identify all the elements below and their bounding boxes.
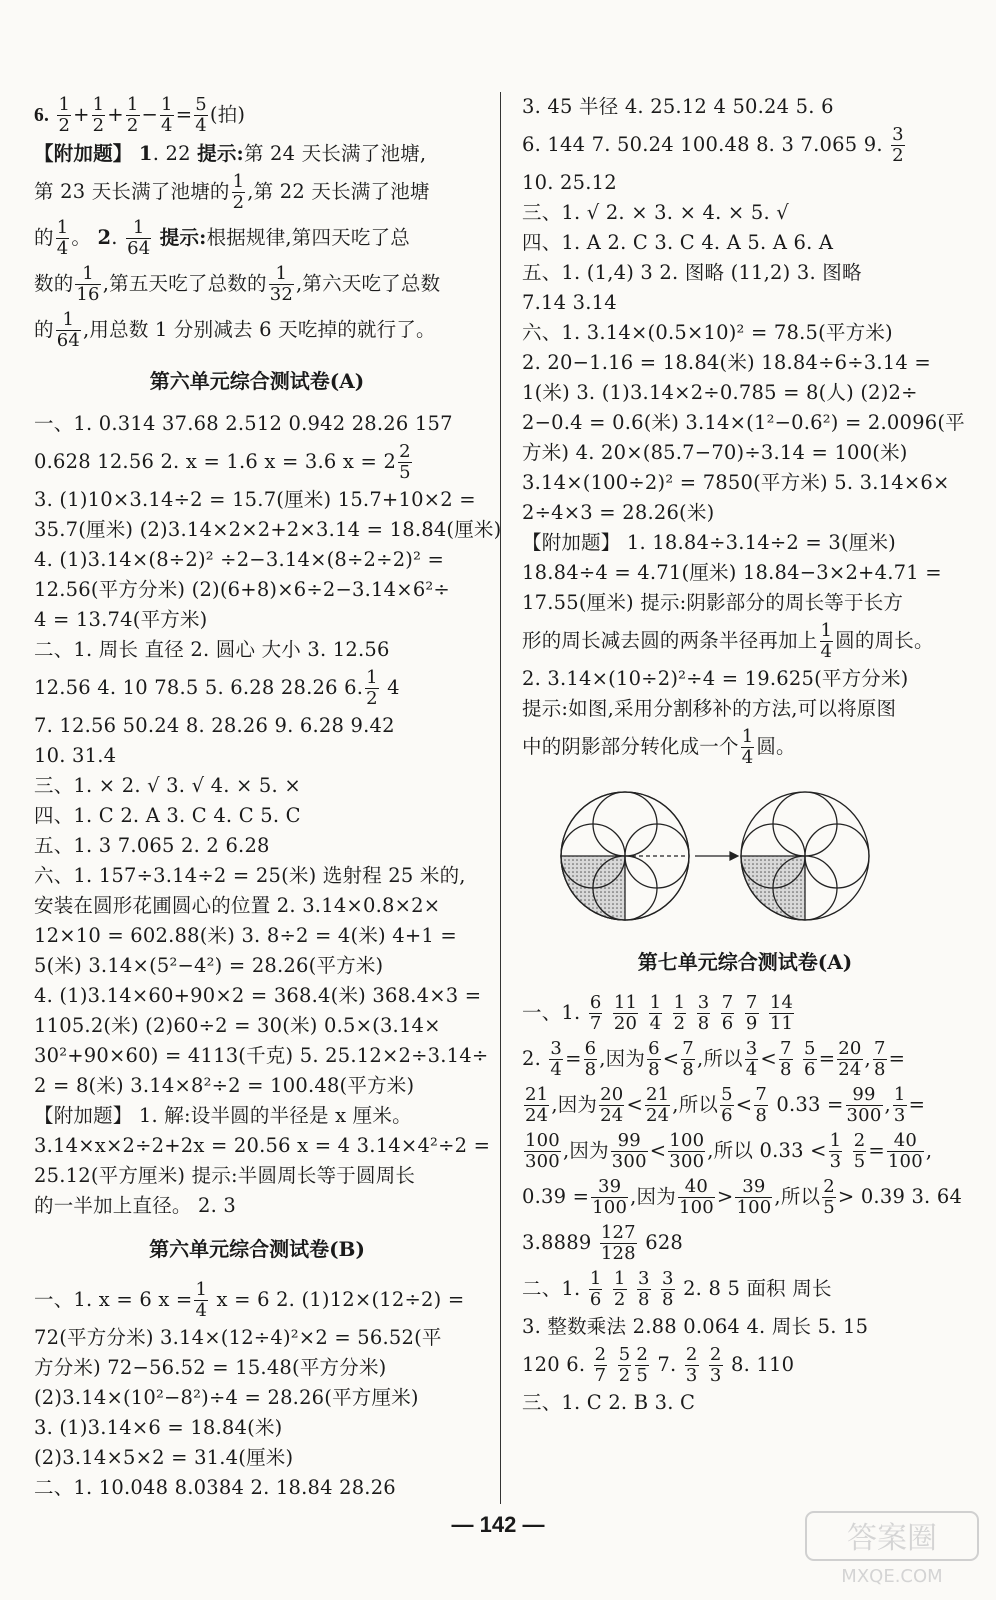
text-line: 4. (1)3.14×60+90×2 = 368.4(米) 368.4×3 =	[34, 984, 482, 1007]
text-line: 形的周长减去圆的两条半径再加上 $\frac{1}{4}$ 圆的周长。	[522, 620, 934, 662]
text-line: 7. 12.56 50.24 8. 28.26 9. 6.28 9.42	[34, 714, 395, 737]
fraction: $\frac{2}{3}$	[709, 1344, 722, 1386]
fraction: $\frac{100}{300}$	[525, 1130, 560, 1172]
fraction: $\frac{21}{24}$	[525, 1084, 549, 1126]
fraction: $\frac{1}{6}$	[589, 1268, 602, 1310]
text-line: 三、1. C 2. B 3. C	[522, 1391, 696, 1414]
fraction: $\frac{40}{100}$	[887, 1130, 923, 1172]
fraction: $\frac{5}{6}$	[804, 1038, 816, 1080]
text-line: 3.8889 $\frac{127}{128}$ 628	[522, 1222, 684, 1264]
text-line: 6. 144 7. 50.24 100.48 8. 3 7.065 9. $\frac{3}{2}$	[522, 124, 904, 166]
text-line: 2. 20−1.16 = 18.84(米) 18.84÷6÷3.14 =	[522, 351, 931, 374]
text-line: 7.14 3.14	[522, 291, 617, 314]
fraction: $\frac{1}{4}$	[820, 620, 833, 662]
fraction: $\frac{1}{4}$	[741, 726, 754, 768]
text-line: 安装在圆形花圃圆心的位置 2. 3.14×0.8×2×	[34, 894, 441, 917]
text-line: 的 $\frac{1}{64}$ ,用总数 1 分别减去 6 天吃掉的就行了。	[34, 309, 436, 351]
fraction: $\frac{1}{4}$	[649, 992, 662, 1034]
fraction: $\frac{20}{24}$	[600, 1084, 624, 1126]
fraction: $\frac{6}{7}$	[589, 992, 602, 1034]
fraction: $\frac{21}{24}$	[645, 1084, 670, 1126]
fraction: $\frac{1}{3}$	[893, 1084, 906, 1126]
fraction: $\frac{5}{2}$	[618, 1344, 631, 1386]
fraction: $\frac{3}{4}$	[550, 1038, 563, 1080]
fraction: $\frac{5}{6}$	[721, 1084, 733, 1126]
circle-diagram	[555, 786, 935, 926]
text-line: 二、1. 10.048 8.0384 2. 18.84 28.26	[34, 1476, 396, 1499]
text-line: 12×10 = 602.88(米) 3. 8÷2 = 4(米) 4+1 =	[34, 924, 457, 947]
text-line: 三、1. × 2. √ 3. √ 4. × 5. ×	[34, 774, 301, 797]
text-line: 中的阴影部分转化成一个 $\frac{1}{4}$ 圆。	[522, 726, 796, 768]
text-line: 一、1. $\frac{6}{7}$ $\frac{11}{20}$ $\frac{1}{4}$ $\frac{1}{2}$ $\frac{3}{8}$ $\frac{7}{6}$ $\frac{7}{9}$ $\frac{14}{11}$	[522, 992, 794, 1034]
fraction: $\frac{7}{8}$	[873, 1038, 886, 1080]
page-number: — 142 —	[451, 1512, 545, 1537]
fraction: $\frac{14}{11}$	[769, 992, 794, 1034]
left-column	[34, 92, 502, 1503]
text-line: $\frac{21}{24}$ ,因为 $\frac{20}{24}$ < $\frac{21}{24}$ ,所以 $\frac{5}{6}$ < $\frac{7}{8}$ 0.33 = $\frac{99}{300}$ , $\frac{1}{3}$ =	[525, 1084, 926, 1126]
text-line: 六、1. 157÷3.14÷2 = 25(米) 选射程 25 米的,	[34, 864, 466, 887]
fraction: $\frac{99}{300}$	[846, 1084, 882, 1126]
text-line: 12.56 4. 10 78.5 5. 6.28 28.26 6. $\frac{1}{2}$ 4	[34, 667, 400, 709]
fraction: $\frac{1}{2}$	[92, 94, 105, 136]
text-line: 35.7(厘米) (2)3.14×2×2+2×3.14 = 18.84(厘米)	[34, 518, 502, 541]
text-line: 2. $\frac{3}{4}$ = $\frac{6}{8}$ ,因为 $\frac{6}{8}$ < $\frac{7}{8}$ ,所以 $\frac{3}{4}$ < $\frac{7}{8}$ $\frac{5}{6}$ = $\frac{20}{24}$ , $\frac{7}{8}$ =	[522, 1038, 906, 1080]
text-line: 4 = 13.74(平方米)	[34, 608, 208, 631]
fraction: $\frac{2}{5}$	[636, 1344, 649, 1386]
text-line: 二、1. 周长 直径 2. 圆心 大小 3. 12.56	[34, 638, 390, 661]
fraction: $\frac{1}{16}$	[76, 263, 100, 305]
fraction: $\frac{7}{8}$	[779, 1038, 792, 1080]
fraction: $\frac{1}{64}$	[127, 217, 151, 259]
fraction: $\frac{40}{100}$	[678, 1176, 714, 1218]
text-line: 二、1. $\frac{1}{6}$ $\frac{1}{2}$ $\frac{3}{8}$ $\frac{3}{8}$ 2. 8 5 面积 周长	[522, 1268, 832, 1310]
fraction: $\frac{1}{4}$	[161, 94, 173, 136]
fraction: $\frac{5}{4}$	[195, 94, 207, 136]
text-line: 数的 $\frac{1}{16}$ ,第五天吃了总数的 $\frac{1}{32}$ ,第六天吃了总数	[34, 263, 441, 305]
text-line: 2 = 8(米) 3.14×8²÷2 = 100.48(平方米)	[34, 1074, 415, 1097]
text-line: 六、1. 3.14×(0.5×10)² = 78.5(平方米)	[522, 321, 893, 344]
text-line: 五、1. 3 7.065 2. 2 6.28	[34, 834, 270, 857]
fraction: $\frac{2}{5}$	[853, 1130, 866, 1172]
fraction: $\frac{7}{9}$	[745, 992, 758, 1034]
column-divider	[500, 92, 501, 1504]
fraction: $\frac{99}{300}$	[611, 1130, 647, 1172]
text-line: 3. 45 半径 4. 25.12 4 50.24 5. 6	[522, 95, 834, 118]
text-line: 【附加题】 1. 18.84÷3.14÷2 = 3(厘米)	[522, 531, 896, 554]
text-line: 2−0.4 = 0.6(米) 3.14×(1²−0.6²) = 2.0096(平	[522, 411, 965, 434]
text-line: 一、1. 0.314 37.68 2.512 0.942 28.26 157	[34, 412, 453, 435]
text-line: 提示:如图,采用分割移补的方法,可以将原图	[522, 697, 897, 720]
watermark-logo	[802, 1508, 982, 1588]
fraction: $\frac{3}{4}$	[745, 1038, 758, 1080]
svg-text:答案圈: 答案圈	[847, 1521, 937, 1556]
text-line: 6. $\frac{1}{2}$ + $\frac{1}{2}$ + $\frac{1}{2}$ − $\frac{1}{4}$ = $\frac{5}{4}$ (拍)	[34, 94, 246, 136]
fraction: $\frac{3}{2}$	[892, 124, 904, 166]
text-line: 一、1. x = 6 x = $\frac{1}{4}$ x = 6 2. (1)12×(12÷2) =	[34, 1279, 465, 1321]
text-line: 四、1. A 2. C 3. C 4. A 5. A 6. A	[522, 231, 834, 254]
text-line: 3.14×(100÷2)² = 7850(平方米) 5. 3.14×6×	[522, 471, 950, 494]
fraction: $\frac{6}{8}$	[648, 1038, 660, 1080]
fraction: $\frac{1}{2}$	[58, 94, 71, 136]
text-line: 1(米) 3. (1)3.14×2÷0.785 = 8(人) (2)2÷	[522, 381, 918, 404]
arrow	[625, 852, 738, 860]
text-line: 0.628 12.56 2. x = 1.6 x = 3.6 x = 2 $\frac{2}{5}$	[34, 441, 411, 483]
svg-text:MXQE.COM: MXQE.COM	[841, 1566, 943, 1587]
fraction: $\frac{1}{64}$	[56, 309, 81, 351]
fraction: $\frac{1}{4}$	[56, 217, 69, 259]
text-line: 三、1. √ 2. × 3. × 4. × 5. √	[522, 201, 789, 224]
fraction: $\frac{127}{128}$	[600, 1222, 636, 1264]
text-line: 方分米) 72−56.52 = 15.48(平方分米)	[34, 1356, 387, 1379]
text-line: 17.55(厘米) 提示:阴影部分的周长等于长方	[522, 591, 904, 614]
text-line: 3. 整数乘法 2.88 0.064 4. 周长 5. 15	[522, 1315, 869, 1338]
right-column	[522, 92, 968, 1418]
fraction: $\frac{39}{100}$	[592, 1176, 628, 1218]
fraction: $\frac{2}{5}$	[823, 1176, 835, 1218]
fraction: $\frac{11}{20}$	[613, 992, 638, 1034]
text-line: 4. (1)3.14×(8÷2)² ÷2−3.14×(8÷2÷2)² =	[34, 548, 445, 571]
fraction: $\frac{100}{300}$	[669, 1130, 705, 1172]
fraction: $\frac{39}{100}$	[736, 1176, 772, 1218]
text-line: 【附加题】 1. 解:设半圆的半径是 x 厘米。	[34, 1104, 412, 1127]
text-line: 2÷4×3 = 28.26(米)	[522, 501, 715, 524]
fraction: $\frac{1}{2}$	[366, 667, 378, 709]
fraction: $\frac{3}{8}$	[697, 992, 710, 1034]
fraction: $\frac{1}{2}$	[126, 94, 139, 136]
fraction: $\frac{1}{2}$	[613, 1268, 626, 1310]
text-line: 72(平方分米) 3.14×(12÷4)²×2 = 56.52(平	[34, 1326, 442, 1349]
text-line: 0.39 = $\frac{39}{100}$ ,因为 $\frac{40}{100}$ > $\frac{39}{100}$ ,所以 $\frac{2}{5}$ > 0.39 3. 64	[522, 1176, 963, 1218]
fraction: $\frac{3}{8}$	[662, 1268, 674, 1310]
transformed-figure	[741, 792, 869, 920]
fraction: $\frac{1}{32}$	[269, 263, 294, 305]
text-line: 【附加题】 1. 22 提示:第 24 天长满了池塘,	[34, 142, 427, 165]
text-line: 3.14×x×2÷2+2x = 20.56 x = 4 3.14×4²÷2 =	[34, 1134, 491, 1157]
fraction: $\frac{1}{2}$	[232, 171, 245, 213]
section-title: 第七单元综合测试卷(A)	[637, 950, 853, 974]
text-line: 120 6. $\frac{2}{7}$ $\frac{5}{2}$ $\frac{2}{5}$ 7. $\frac{2}{3}$ $\frac{2}{3}$ 8. 110	[522, 1344, 795, 1386]
fraction: $\frac{1}{4}$	[195, 1279, 208, 1321]
fraction: $\frac{1}{3}$	[829, 1130, 842, 1172]
text-line: 方米) 4. 20×(85.7−70)÷3.14 = 100(米)	[522, 441, 908, 464]
text-line: 10. 31.4	[34, 744, 117, 767]
text-line: $\frac{100}{300}$ ,因为 $\frac{99}{300}$ < $\frac{100}{300}$ ,所以 0.33 < $\frac{1}{3}$ $\frac{2}{5}$ = $\frac{40}{100}$ ,	[525, 1130, 933, 1172]
text-line: 3. (1)3.14×6 = 18.84(米)	[34, 1416, 283, 1439]
fraction: $\frac{3}{8}$	[637, 1268, 650, 1310]
text-line: 12.56(平方分米) (2)(6+8)×6÷2−3.14×6²÷	[34, 578, 450, 601]
section-title: 第六单元综合测试卷(A)	[149, 369, 365, 393]
fraction: $\frac{1}{2}$	[673, 992, 686, 1034]
text-line: 的 $\frac{1}{4}$ 。 2. $\frac{1}{64}$ 提示:根据规律,第四天吃了总	[34, 217, 410, 259]
fraction: $\frac{6}{8}$	[584, 1038, 597, 1080]
text-line: 18.84÷4 = 4.71(厘米) 18.84−3×2+4.71 =	[522, 561, 942, 584]
text-line: 2. 3.14×(10÷2)²÷4 = 19.625(平方分米)	[522, 667, 909, 690]
text-line: 5(米) 3.14×(5²−4²) = 28.26(平方米)	[34, 954, 384, 977]
text-line: 的一半加上直径。 2. 3	[34, 1194, 237, 1217]
fraction: $\frac{20}{24}$	[838, 1038, 862, 1080]
text-line: (2)3.14×(10²−8²)÷4 = 28.26(平方厘米)	[34, 1386, 419, 1409]
text-line: 30²+90×60) = 4113(千克) 5. 25.12×2÷3.14÷	[34, 1044, 489, 1067]
fraction: $\frac{2}{7}$	[594, 1344, 607, 1386]
fraction: $\frac{7}{8}$	[755, 1084, 767, 1126]
fraction: $\frac{7}{6}$	[721, 992, 734, 1034]
fraction: $\frac{2}{5}$	[399, 441, 411, 483]
text-line: 五、1. (1,4) 3 2. 图略 (11,2) 3. 图略	[522, 261, 862, 284]
text-line: 四、1. C 2. A 3. C 4. C 5. C	[34, 804, 301, 827]
fraction: $\frac{7}{8}$	[682, 1038, 694, 1080]
section-title: 第六单元综合测试卷(B)	[149, 1237, 365, 1261]
text-line: (2)3.14×5×2 = 31.4(厘米)	[34, 1446, 294, 1469]
text-line: 第 23 天长满了池塘的 $\frac{1}{2}$ ,第 22 天长满了池塘	[34, 171, 430, 213]
fraction: $\frac{2}{3}$	[685, 1344, 698, 1386]
text-line: 10. 25.12	[522, 171, 617, 194]
text-line: 1105.2(米) (2)60÷2 = 30(米) 0.5×(3.14×	[34, 1014, 441, 1037]
text-line: 25.12(平方厘米) 提示:半圆周长等于圆周长	[34, 1164, 416, 1187]
text-line: 3. (1)10×3.14÷2 = 15.7(厘米) 15.7+10×2 =	[34, 488, 476, 511]
